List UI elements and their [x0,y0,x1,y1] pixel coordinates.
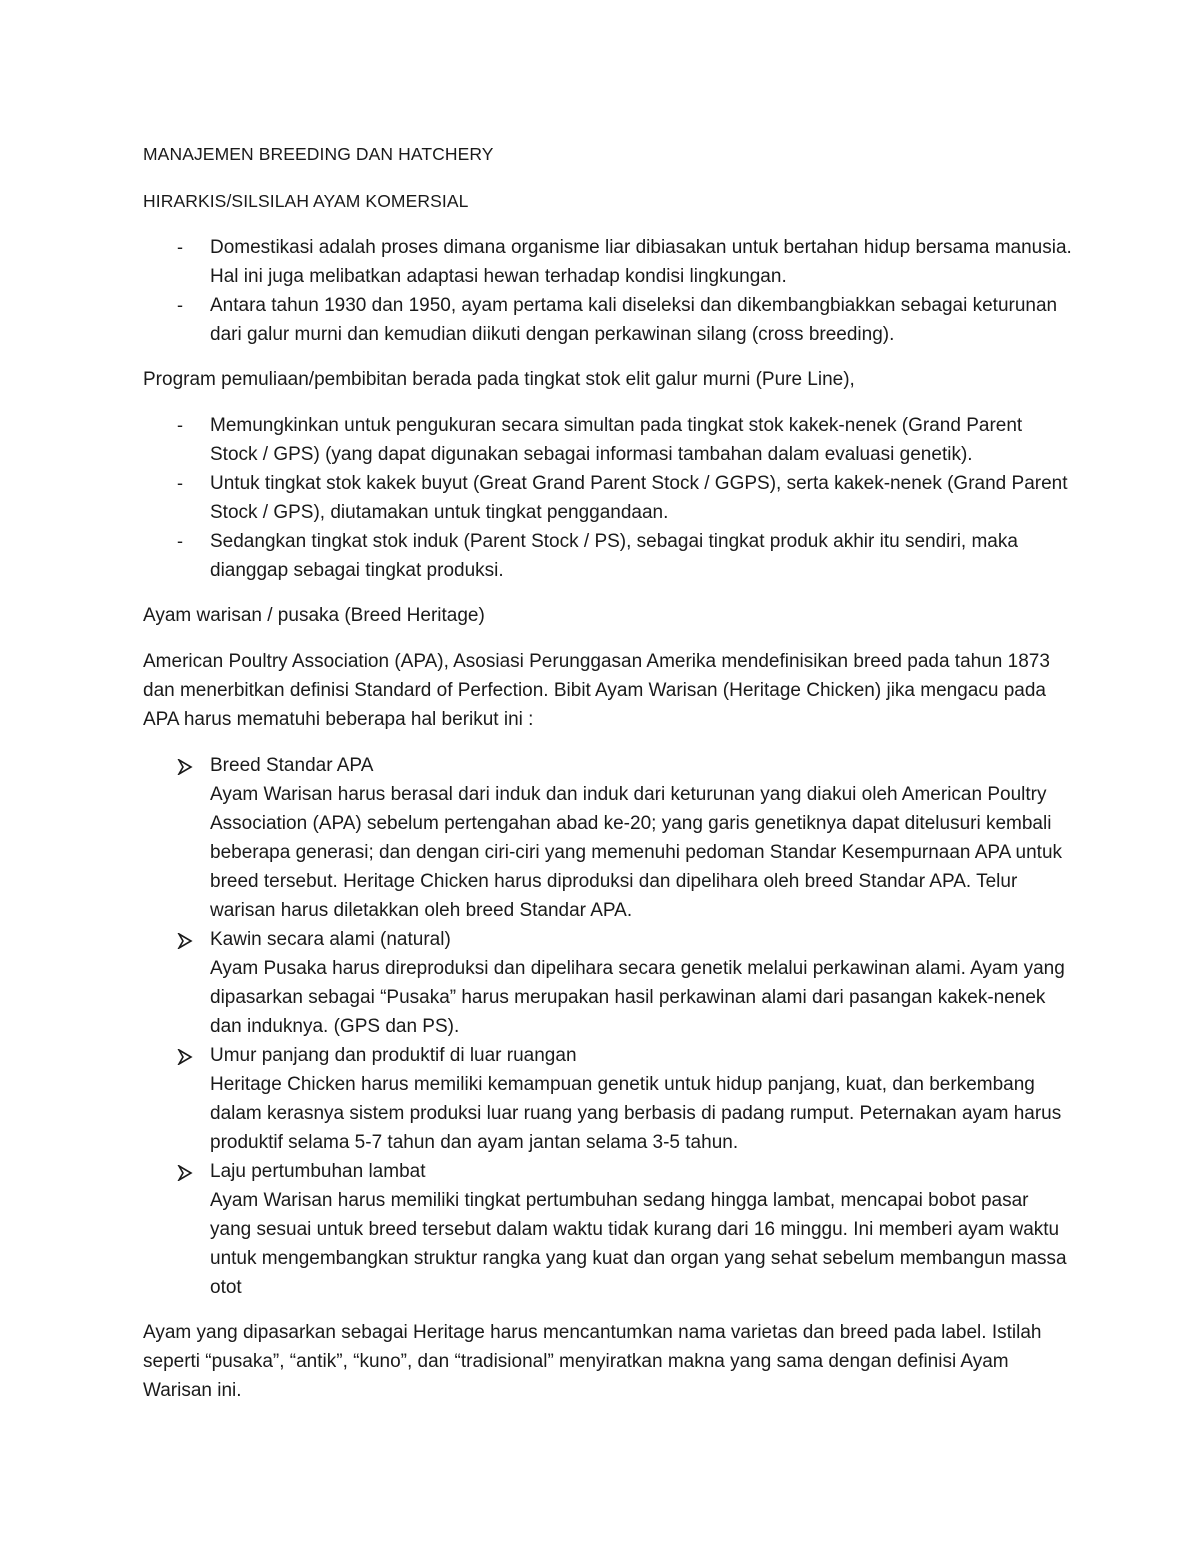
dash-marker: - [177,531,183,551]
list-item-text: Memungkinkan untuk pengukuran secara simultan pada tingkat stok kakek-nenek (Grand Parent Stock / GPS) (yang dapat digunakan sebagai informasi tambahan dalam evaluasi genetik). [210,415,1023,465]
criteria-heading: Kawin secara alami (natural) [210,929,451,950]
criteria-item [143,1157,1073,1302]
arrow-bullet-icon [177,933,193,949]
list-item-text: Sedangkan tingkat stok induk (Parent Stock / PS), sebagai tingkat produk akhir itu sendiri, maka dianggap sebagai tingkat produksi. [210,531,1018,581]
apa-paragraph: American Poultry Association (APA), Asosiasi Perunggasan Amerika mendefinisikan breed pada tahun 1873 dan menerbitkan definisi Standard of Perfection. Bibit Ayam Warisan (Heritage Chicken) jika mengacu pada APA harus mematuhi beberapa hal berikut ini : [143,651,1050,730]
dash-marker: - [177,237,183,257]
criteria-body: Ayam Pusaka harus direproduksi dan dipelihara secara genetik melalui perkawinan alami. Ayam yang dipasarkan sebagai “Pusaka” harus merupakan hasil perkawinan alami dari pasangan kakek-nenek dan induknya. (GPS dan PS). [210,958,1065,1037]
criteria-heading: Laju pertumbuhan lambat [210,1161,426,1182]
dash-marker: - [177,295,183,315]
criteria-body: Ayam Warisan harus memiliki tingkat pertumbuhan sedang hingga lambat, mencapai bobot pasar yang sesuai untuk breed tersebut dalam waktu tidak kurang dari 16 minggu. Ini memberi ayam waktu untuk mengembangkan struktur rangka yang kuat dan organ yang sehat sebelum membangun massa otot [210,1190,1067,1298]
arrow-bullet-icon [177,1165,193,1181]
document-subtitle: HIRARKIS/SILSILAH AYAM KOMERSIAL [143,191,469,211]
stock-level-list [143,411,1073,585]
arrow-bullet-icon [177,1049,193,1065]
labeling-paragraph: Ayam yang dipasarkan sebagai Heritage harus mencantumkan nama varietas dan breed pada label. Istilah seperti “pusaka”, “antik”, “kuno”, dan “tradisional” menyiratkan makna yang sama dengan definisi Ayam Warisan ini. [143,1322,1042,1401]
breeding-program-paragraph: Program pemuliaan/pembibitan berada pada tingkat stok elit galur murni (Pure Line), [143,369,855,390]
dash-marker: - [177,473,183,493]
list-item [143,291,1073,349]
criteria-item [143,751,1073,925]
criteria-item [143,925,1073,1041]
heritage-criteria-list [143,751,1073,1302]
list-item [143,233,1073,291]
heritage-heading-paragraph: Ayam warisan / pusaka (Breed Heritage) [143,605,485,626]
criteria-heading: Breed Standar APA [210,755,374,776]
list-item-text: Untuk tingkat stok kakek buyut (Great Grand Parent Stock / GGPS), serta kakek-nenek (Grand Parent Stock / GPS), diutamakan untuk tingkat penggandaan. [210,473,1068,523]
criteria-item [143,1041,1073,1157]
list-item [143,411,1073,469]
document-title: MANAJEMEN BREEDING DAN HATCHERY [143,144,494,164]
dash-marker: - [177,415,183,435]
arrow-bullet-icon [177,759,193,775]
list-item-text: Antara tahun 1930 dan 1950, ayam pertama kali diseleksi dan dikembangbiakkan sebagai keturunan dari galur murni dan kemudian diikuti dengan perkawinan silang (cross breeding). [210,295,1058,345]
criteria-body: Heritage Chicken harus memiliki kemampuan genetik untuk hidup panjang, kuat, dan berkembang dalam kerasnya sistem produksi luar ruang yang berbasis di padang rumput. Peternakan ayam harus produktif selama 5-7 tahun dan ayam jantan selama 3-5 tahun. [210,1074,1062,1153]
list-item [143,469,1073,527]
criteria-body: Ayam Warisan harus berasal dari induk dan induk dari keturunan yang diakui oleh American Poultry Association (APA) sebelum pertengahan abad ke-20; yang garis genetiknya dapat ditelusuri kembali beberapa generasi; dan dengan ciri-ciri yang memenuhi pedoman Standar Kesempurnaan APA untuk breed tersebut. Heritage Chicken harus diproduksi dan dipelihara oleh breed Standar APA. Telur warisan harus diletakkan oleh breed Standar APA. [210,784,1063,921]
list-item [143,527,1073,585]
criteria-heading: Umur panjang dan produktif di luar ruangan [210,1045,577,1066]
document-page [143,140,1073,1422]
domestication-list [143,233,1073,349]
list-item-text: Domestikasi adalah proses dimana organisme liar dibiasakan untuk bertahan hidup bersama manusia. Hal ini juga melibatkan adaptasi hewan terhadap kondisi lingkungan. [210,237,1072,287]
